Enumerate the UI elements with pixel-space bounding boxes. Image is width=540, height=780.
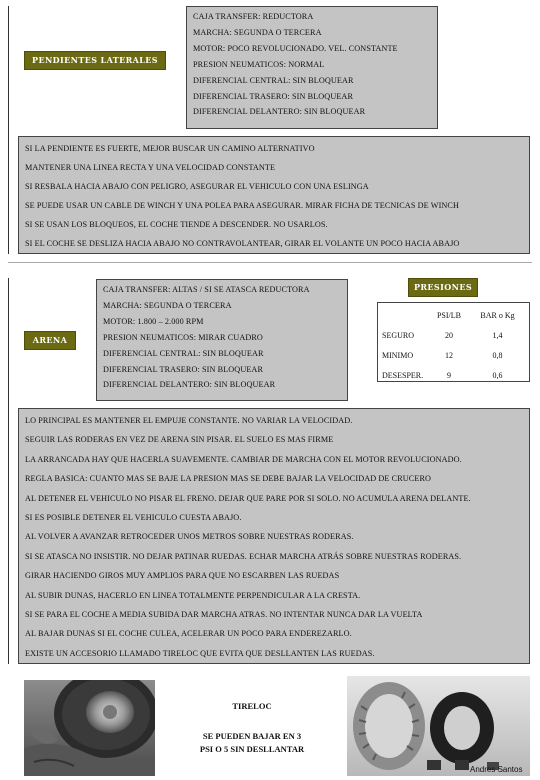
tip-line: REGLA BASICA: CUANTO MAS SE BAJE LA PRESION MAS SE DEBE BAJAR LA VELOCIDAD DE CRUCERO xyxy=(25,474,432,484)
tip-line: SI SE PARA EL COCHE A MEDIA SUBIDA DAR MARCHA ATRAS. NO INTENTAR NUNCA DAR LA VUELTA xyxy=(25,610,423,620)
tip-line: MANTENER UNA LINEA RECTA Y UNA VELOCIDAD CONSTANTE xyxy=(25,163,276,172)
tire-photo-left xyxy=(24,680,155,776)
pressures-row xyxy=(382,325,525,345)
tip-line: SI EL COCHE SE DESLIZA HACIA ABAJO NO CONTRAVOLANTEAR, GIRAR EL VOLANTE UN POCO HACIA ABAJO xyxy=(25,239,460,248)
section-divider xyxy=(8,262,532,263)
tip-line: AL BAJAR DUNAS SI EL COCHE CULEA, ACELERAR UN POCO PARA ENDEREZARLO. xyxy=(25,629,352,639)
spec-line: CAJA TRANSFER: ALTAS / SI SE ATASCA REDUCTORA xyxy=(103,285,310,294)
tip-line: SI RESBALA HACIA ABAJO CON PELIGRO, ASEGURAR EL VEHICULO CON UNA ESLINGA xyxy=(25,182,369,191)
tip-line: SI SE USAN LOS BLOQUEOS, EL COCHE TIENDE A DESCENDER. NO USARLOS. xyxy=(25,220,328,229)
tireloc-title: TIRELOC xyxy=(232,701,272,711)
tireloc-photo-right-graphic xyxy=(347,676,530,776)
tip-line: AL DETENER EL VEHICULO NO PISAR EL FRENO. DEJAR QUE PARE POR SI SOLO. NO ACUMULA ARENA DELANTE. xyxy=(25,493,471,503)
pressures-cell: 12 xyxy=(445,350,453,360)
tip-line: EXISTE UN ACCESORIO LLAMADO TIRELOC QUE EVITA QUE DESLLANTEN LAS RUEDAS. xyxy=(25,648,375,658)
tips-box-arena xyxy=(18,408,530,664)
tip-line: SEGUIR LAS RODERAS EN VEZ DE ARENA SIN PISAR. EL SUELO ES MAS FIRME xyxy=(25,435,334,445)
pressures-cell: 1,4 xyxy=(492,330,503,340)
pressures-header-cell: BAR o Kg xyxy=(480,310,515,320)
pressures-cell: 9 xyxy=(447,370,451,380)
pressures-cell: SEGURO xyxy=(382,330,415,340)
spec-line: MARCHA: SEGUNDA O TERCERA xyxy=(103,300,232,310)
tip-line: GIRAR HACIENDO GIROS MUY AMPLIOS PARA QUE NO ESCARBEN LAS RUEDAS xyxy=(25,571,340,581)
pressures-cell: 20 xyxy=(445,330,453,340)
spec-line: PRESION NEUMATICOS: NORMAL xyxy=(193,59,325,69)
tire-photo-left-graphic xyxy=(24,680,155,776)
spec-line: MOTOR: POCO REVOLUCIONADO. VEL. CONSTANTE xyxy=(193,43,398,53)
tip-line: SE PUEDE USAR UN CABLE DE WINCH Y UNA POLEA PARA ASEGURAR. MIRAR FICHA DE TECNICAS DE WINCH xyxy=(25,201,459,210)
tip-line: SI ES POSIBLE DETENER EL VEHICULO CUESTA ABAJO. xyxy=(25,513,242,523)
tip-line: AL VOLVER A AVANZAR RETROCEDER UNOS METROS SOBRE NUESTRAS RODERAS. xyxy=(25,532,354,542)
left-rule-section-1 xyxy=(8,6,9,254)
spec-line: DIFERENCIAL TRASERO: SIN BLOQUEAR xyxy=(103,364,264,374)
tip-line: LA ARRANCADA HAY QUE HACERLA SUAVEMENTE. CAMBIAR DE MARCHA CON EL MOTOR REVOLUCIONADO. xyxy=(25,454,462,464)
tip-line: SI LA PENDIENTE ES FUERTE, MEJOR BUSCAR UN CAMINO ALTERNATIVO xyxy=(25,144,315,153)
spec-line: DIFERENCIAL DELANTERO: SIN BLOQUEAR xyxy=(103,380,276,390)
section-tag-pendientes: PENDIENTES LATERALES xyxy=(24,51,166,70)
pressures-table xyxy=(377,302,530,382)
tireloc-photo-right xyxy=(347,676,530,776)
tip-line: SI SE ATASCA NO INSISTIR. NO DEJAR PATINAR RUEDAS. ECHAR MARCHA ATRÁS SOBRE NUESTRAS RODERAS. xyxy=(25,551,462,561)
pressures-header-cell: PSI/LB xyxy=(436,310,461,320)
spec-line: MOTOR: 1.800 – 2.000 RPM xyxy=(103,316,204,326)
pressures-cell: 0,8 xyxy=(492,350,503,360)
spec-line: DIFERENCIAL TRASERO: SIN BLOQUEAR xyxy=(193,91,354,101)
pressures-header-row xyxy=(382,305,525,325)
pressures-row xyxy=(382,345,525,365)
tireloc-caption-line-1: SE PUEDEN BAJAR EN 3 xyxy=(202,731,302,741)
pressures-row xyxy=(382,365,525,385)
spec-line: PRESION NEUMATICOS: MIRAR CUADRO xyxy=(103,332,263,342)
spec-line: DIFERENCIAL CENTRAL: SIN BLOQUEAR xyxy=(103,348,264,358)
spec-line: DIFERENCIAL CENTRAL: SIN BLOQUEAR xyxy=(193,75,354,85)
spec-line: DIFERENCIAL DELANTERO: SIN BLOQUEAR xyxy=(193,107,366,117)
spec-line: MARCHA: SEGUNDA O TERCERA xyxy=(193,27,322,37)
section-tag-arena: ARENA xyxy=(24,331,76,350)
tips-box-pendientes xyxy=(18,136,530,254)
pressures-header-cell xyxy=(382,305,428,325)
pressures-cell: DESESPER. xyxy=(382,370,424,380)
pressures-cell: MINIMO xyxy=(382,350,414,360)
pressures-cell: 0,6 xyxy=(492,370,503,380)
spec-box-arena xyxy=(96,279,348,401)
tip-line: AL SUBIR DUNAS, HACERLO EN LINEA TOTALMENTE PERPENDICULAR A LA CRESTA. xyxy=(25,590,361,600)
pressures-tag: PRESIONES xyxy=(408,278,478,297)
author-credit: Andres Santos xyxy=(470,765,523,774)
left-rule-section-2 xyxy=(8,278,9,664)
tip-line: LO PRINCIPAL ES MANTENER EL EMPUJE CONSTANTE. NO VARIAR LA VELOCIDAD. xyxy=(25,416,353,425)
spec-box-pendientes xyxy=(186,6,438,129)
tireloc-caption-line-2: PSI O 5 SIN DESLLANTAR xyxy=(199,744,305,754)
spec-line: CAJA TRANSFER: REDUCTORA xyxy=(193,12,314,21)
